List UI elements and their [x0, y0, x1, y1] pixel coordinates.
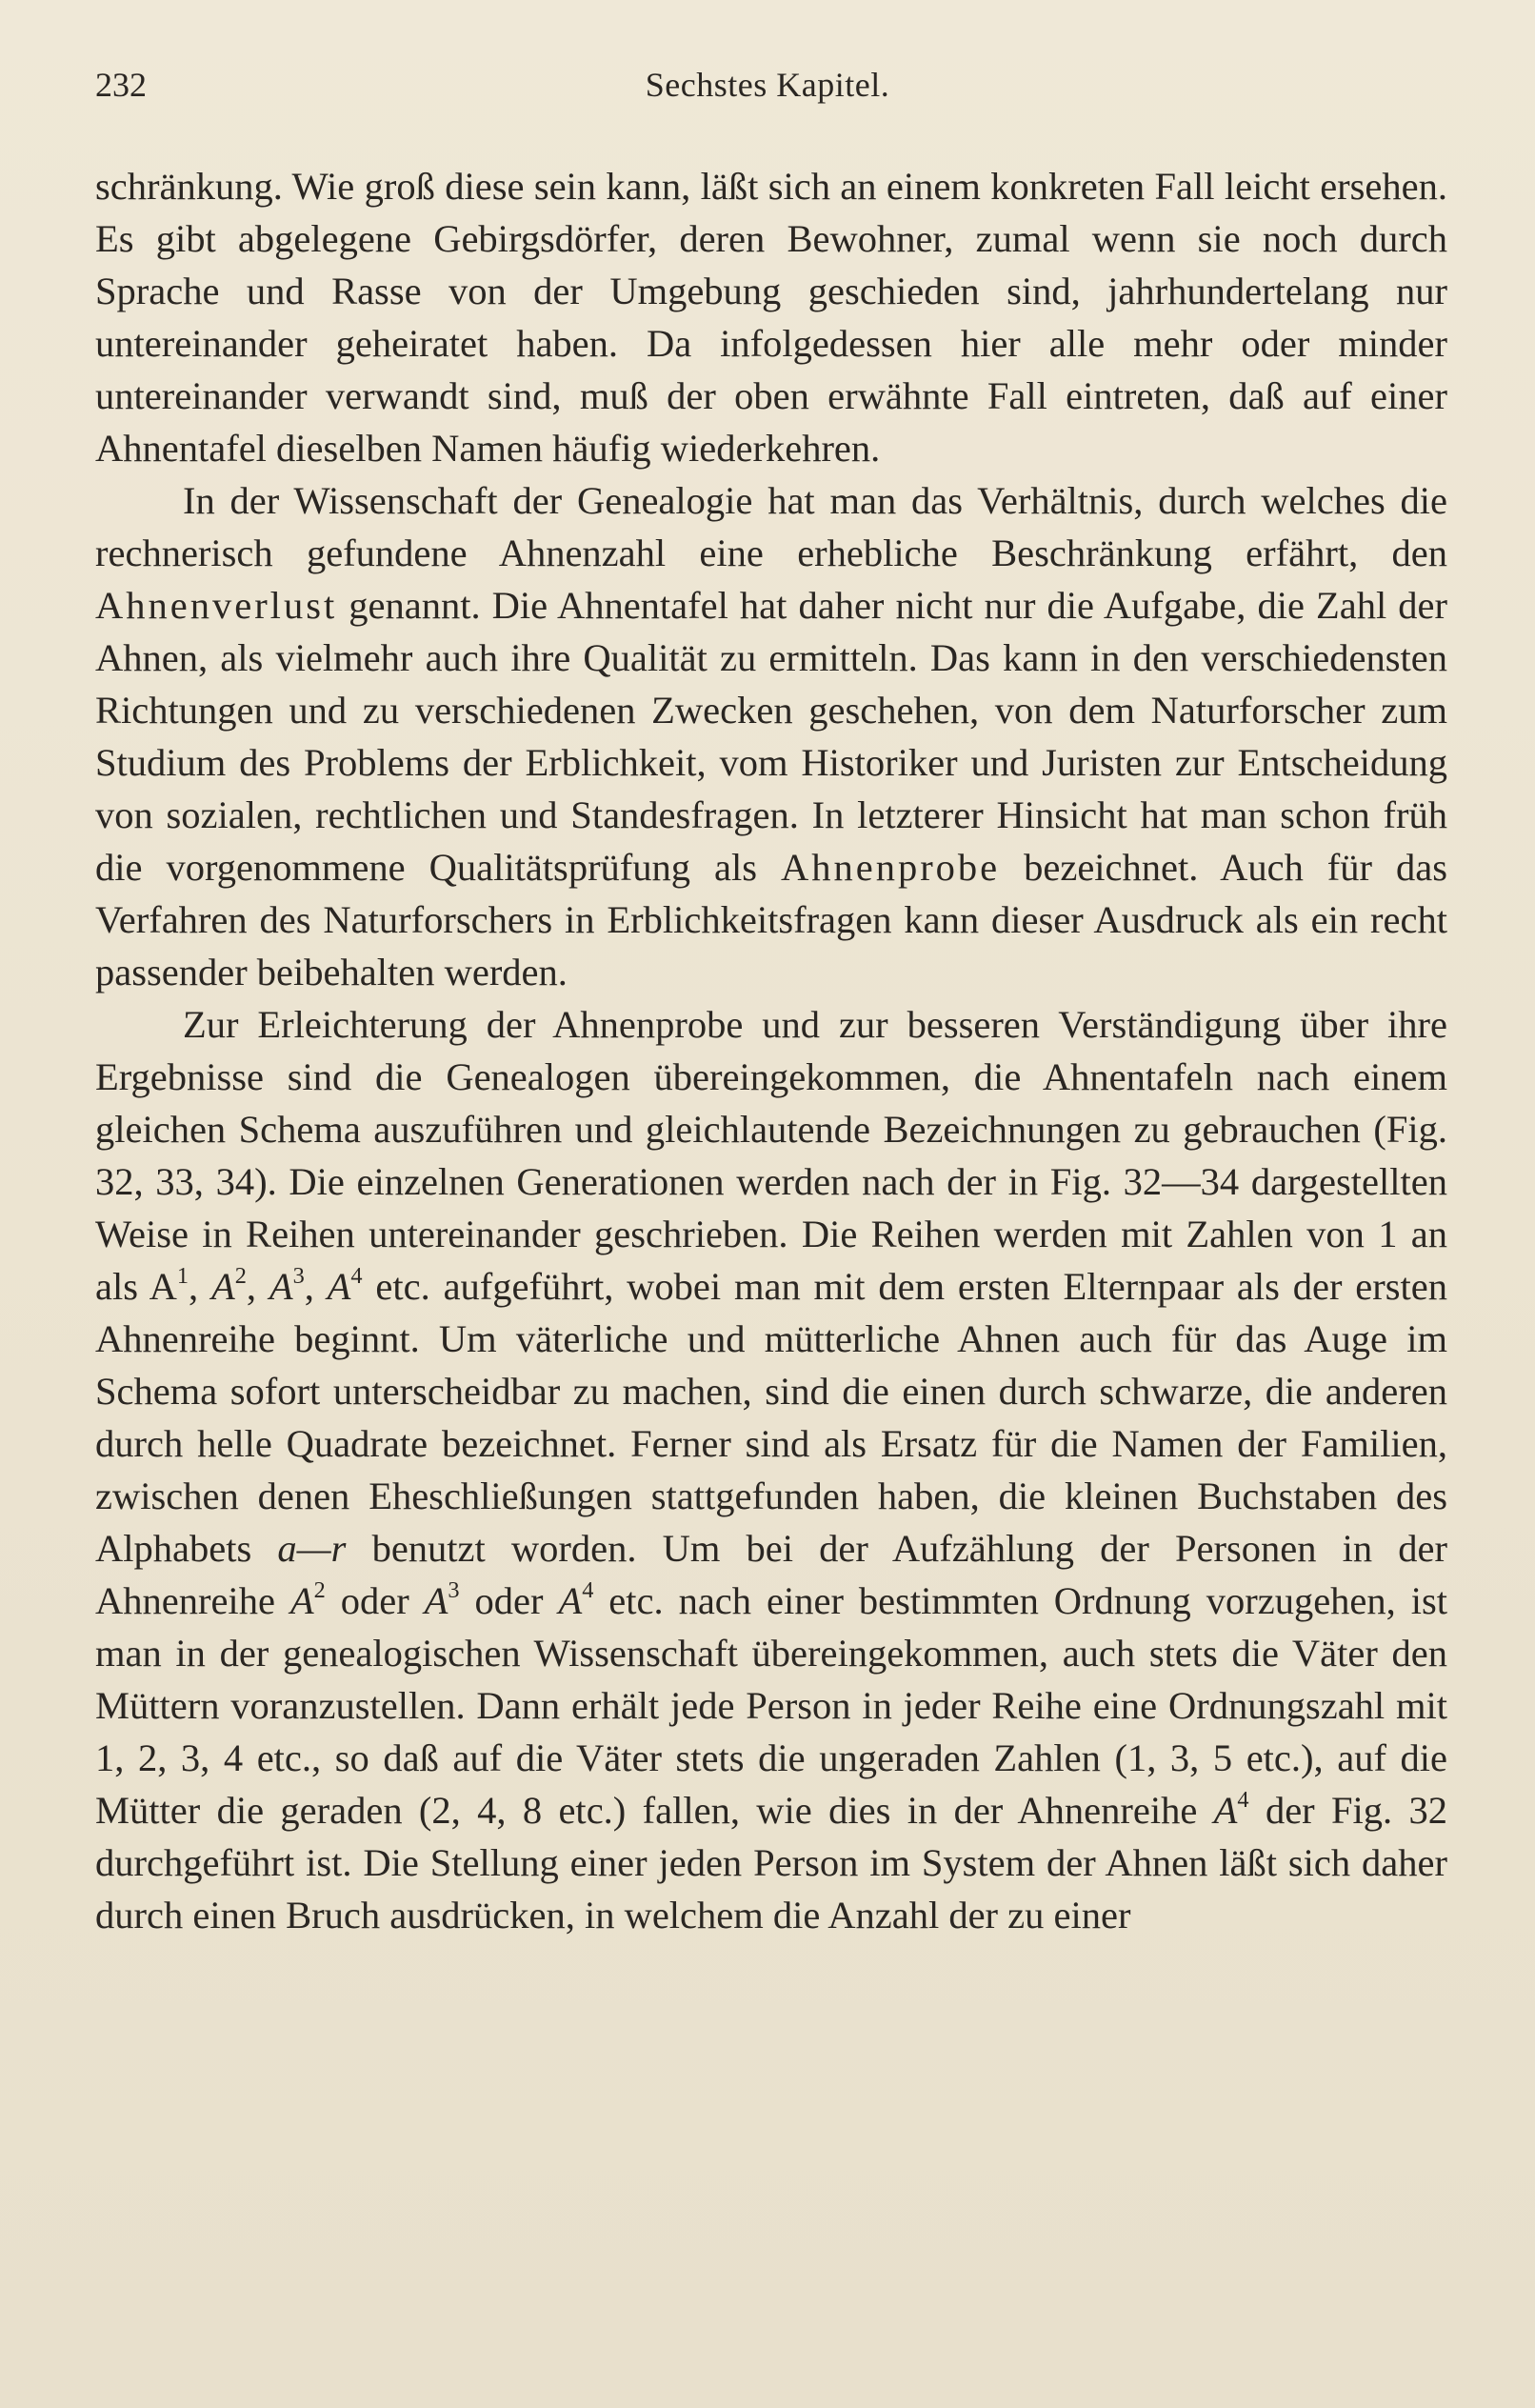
superscript: 4 [350, 1263, 363, 1289]
text-run: , [189, 1265, 199, 1308]
row-symbol: A [289, 1579, 314, 1622]
text-run: benutzt worden. Um bei der Aufzählung der Personen in der Ahnenreihe [95, 1527, 1448, 1622]
superscript: 1 [176, 1263, 189, 1289]
text-run: bezeichnet. Auch für das Verfahren des Naturforschers in Erblichkeitsfragen kann dieser Ausdruck als ein recht passender beibehalten werden. [95, 846, 1447, 993]
text-run: etc. aufgeführt, wobei man mit dem ersten Elternpaar als der ersten Ahnenreihe beginnt. Um väterliche und mütterliche Ahnen auch für das Auge im Schema sofort unterscheidbar zu machen, sind die einen durch schwarze, die anderen durch helle Quadrate bezeichnet. Ferner sind als Ersatz für die Namen der Familien, zwischen denen Eheschließungen stattgefunden haben, die kleinen Buchstaben des Alphabets [95, 1265, 1447, 1570]
paragraph-2 [95, 474, 1447, 998]
page-header [95, 65, 1440, 112]
text-run: der Fig. 32 durchgeführt ist. Die Stellung einer jeden Person im System der Ahnen läßt sich daher durch einen Bruch ausdrücken, in welchem die Anzahl der zu einer [95, 1789, 1448, 1936]
text-run: Zur Erleichterung der Ahnenprobe und zur besseren Verständigung über ihre Ergebnisse sind die Genealogen übereingekommen, die Ahnentafeln nach einem gleichen Schema auszuführen und gleichlautende Bezeichnungen zu gebrauchen (Fig. 32, 33, 34). Die einzelnen Generationen werden nach der in Fig. 32—34 dargestellten Weise in Reihen untereinander geschrieben. Die Reihen werden mit Zahlen von 1 an als A [95, 1003, 1447, 1308]
superscript: 2 [313, 1577, 326, 1603]
text-run: oder [340, 1579, 409, 1622]
page-number: 232 [95, 66, 147, 104]
superscript: 4 [582, 1577, 594, 1603]
row-symbol: A [327, 1265, 351, 1308]
row-symbol: A [1213, 1789, 1238, 1832]
row-symbol: A [210, 1265, 235, 1308]
paragraph-1: schränkung. Wie groß diese sein kann, läßt sich an einem konkreten Fall leicht ersehen. Es gibt abgelegene Gebirgsdörfer, deren Bewohner, zumal wenn sie noch durch Sprache und Rasse von der Umgebung geschieden sind, jahrhundertelang nur untereinander geheiratet haben. Da infolgedessen hier alle mehr oder minder untereinander verwandt sind, muß der oben erwähnte Fall eintreten, daß auf einer Ahnentafel dieselben Namen häufig wiederkehren. [95, 165, 1447, 470]
term-ahnenverlust: Ahnenverlust [95, 584, 338, 627]
row-symbol: A [424, 1579, 449, 1622]
text-run: genannt. Die Ahnentafel hat daher nicht nur die Aufgabe, die Zahl der Ahnen, als vielmehr auch ihre Qualität zu ermitteln. Das kann in den verschiedensten Richtungen und zu verschiedenen Zwecken geschehen, von dem Naturforscher zum Studium des Problems der Erblichkeit, vom Historiker und Juristen zur Entscheidung von sozialen, rechtlichen und Standesfragen. In letzterer Hinsicht hat man schon früh die vorgenommene Qualitätsprüfung als [95, 584, 1447, 889]
row-symbol: A [558, 1579, 583, 1622]
paragraph-3 [95, 998, 1447, 1941]
term-ahnenprobe: Ahnenprobe [780, 846, 1001, 889]
row-symbol: A [269, 1265, 293, 1308]
superscript: 3 [292, 1263, 305, 1289]
text-run: In der Wissenschaft der Genealogie hat man das Verhältnis, durch welches die rechnerisch gefundene Ahnenzahl eine erhebliche Beschränkung erfährt, den [95, 479, 1447, 574]
body-text [95, 160, 1447, 1941]
superscript: 3 [448, 1577, 460, 1603]
text-run: oder [474, 1579, 544, 1622]
superscript: 2 [234, 1263, 247, 1289]
running-title: Sechstes Kapitel. [645, 66, 890, 104]
text-run: etc. nach einer bestimmten Ordnung vorzugehen, ist man in der genealogischen Wissenschaft übereingekommen, auch stets die Väter den Müttern voranzustellen. Dann erhält jede Person in jeder Reihe eine Ordnungszahl mit 1, 2, 3, 4 etc., so daß auf die Väter stets die ungeraden Zahlen (1, 3, 5 etc.), auf die Mütter die geraden (2, 4, 8 etc.) fallen, wie dies in der Ahnenreihe [95, 1579, 1447, 1832]
alphabet-range: a—r [277, 1527, 347, 1570]
text-run: , [246, 1265, 256, 1308]
text-run: , [304, 1265, 314, 1308]
superscript: 4 [1237, 1787, 1249, 1813]
